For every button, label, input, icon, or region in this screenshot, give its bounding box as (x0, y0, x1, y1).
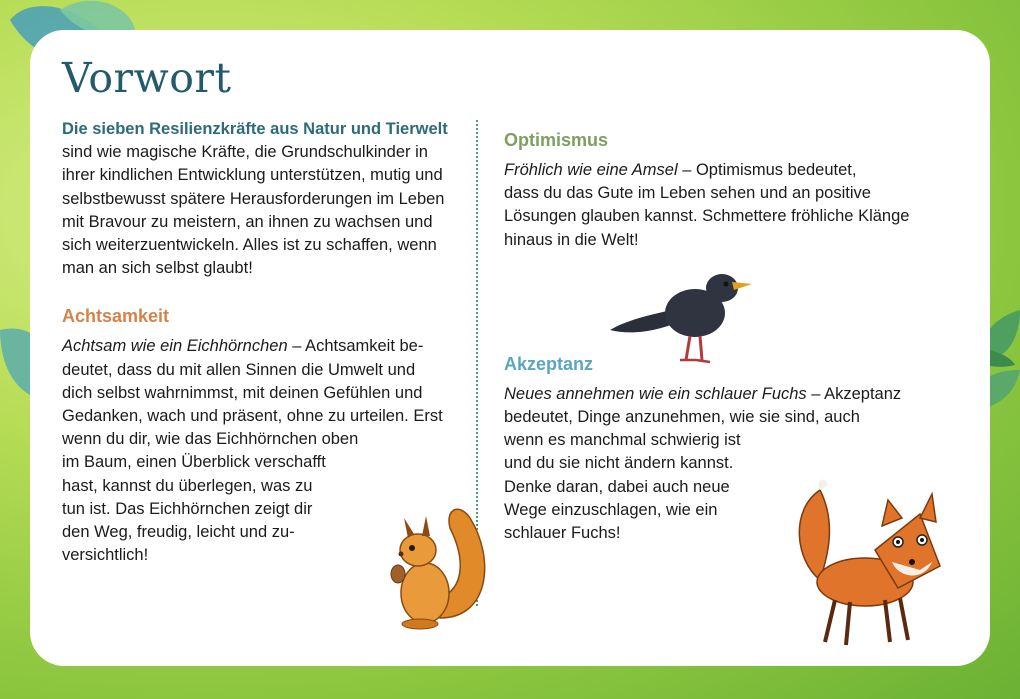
optimismus-line: dass du das Gute im Leben sehen und an positive (504, 184, 871, 203)
intro-line: sind wie magische Kräfte, die Grundschulkinder in (62, 143, 428, 162)
optimismus-heading: Optimismus (504, 130, 609, 150)
achtsamkeit-line: dich selbst wahrnimmst, mit deinen Gefühlen und (62, 383, 423, 402)
akzeptanz-line: schlauer Fuchs! (504, 524, 621, 543)
intro-line: ihrer kindlichen Entwicklung unterstützen, mutig und (62, 166, 443, 185)
achtsamkeit-line: im Baum, einen Überblick verschafft (62, 453, 326, 472)
akzeptanz-line: bedeutet, Dinge anzunehmen, wie sie sind, auch (504, 408, 860, 427)
blackbird-illustration (600, 258, 760, 370)
fox-illustration (780, 470, 955, 650)
akzeptanz-italic: Neues annehmen wie ein schlauer Fuchs (504, 384, 807, 403)
achtsamkeit-heading: Achtsamkeit (62, 306, 170, 327)
intro-lead: Die sieben Resilienzkräfte aus Natur und Tierwelt (62, 120, 448, 138)
akzeptanz-line: und du sie nicht ändern kannst. (504, 454, 734, 473)
achtsamkeit-line: Gedanken, wach und präsent, ohne zu urteilen. Erst (62, 407, 443, 426)
optimismus-line: – Optimismus bedeutet, (677, 161, 857, 179)
intro-line: sich weiterzuentwickeln. Alles ist zu schaffen, wenn (62, 236, 437, 255)
akzeptanz-line: Wege einzuschlagen, wie ein (504, 500, 718, 519)
achtsamkeit-line: hast, kannst du überlegen, was zu (62, 476, 313, 495)
achtsamkeit-line: den Weg, freudig, leicht und zu- (62, 523, 295, 542)
akzeptanz-heading: Akzeptanz (504, 353, 594, 374)
intro-line: man an sich selbst glaubt! (62, 259, 253, 278)
achtsamkeit-line: wenn du dir, wie das Eichhörnchen oben (62, 430, 359, 449)
optimismus-paragraph (504, 159, 944, 252)
akzeptanz-line: Denke daran, dabei auch neue (504, 477, 730, 496)
optimismus-line: hinaus in die Welt! (504, 230, 639, 249)
akzeptanz-line: – Akzeptanz (806, 384, 902, 403)
achtsamkeit-line: tun ist. Das Eichhörnchen zeigt dir (62, 499, 313, 518)
optimismus-italic: Fröhlich wie eine Amsel (504, 161, 678, 179)
achtsamkeit-line: – Achtsamkeit be- (287, 337, 424, 356)
squirrel-illustration (370, 498, 490, 633)
intro-line: selbstbewusst spätere Herausforderungen im Leben (62, 189, 445, 208)
achtsamkeit-line: versichtlich! (62, 546, 149, 565)
intro-paragraph (62, 118, 482, 280)
optimismus-line: Lösungen glauben kannst. Schmettere fröhliche Klänge (504, 207, 910, 226)
akzeptanz-line: wenn es manchmal schwierig ist (504, 431, 741, 450)
achtsamkeit-italic: Achtsam wie ein Eichhörnchen (62, 337, 288, 356)
achtsamkeit-line: deutet, dass du mit allen Sinnen die Umwelt und (62, 360, 416, 379)
intro-line: mit Bravour zu meistern, an ihnen zu wachsen und (62, 212, 433, 231)
page-title: Vorwort (62, 54, 232, 102)
